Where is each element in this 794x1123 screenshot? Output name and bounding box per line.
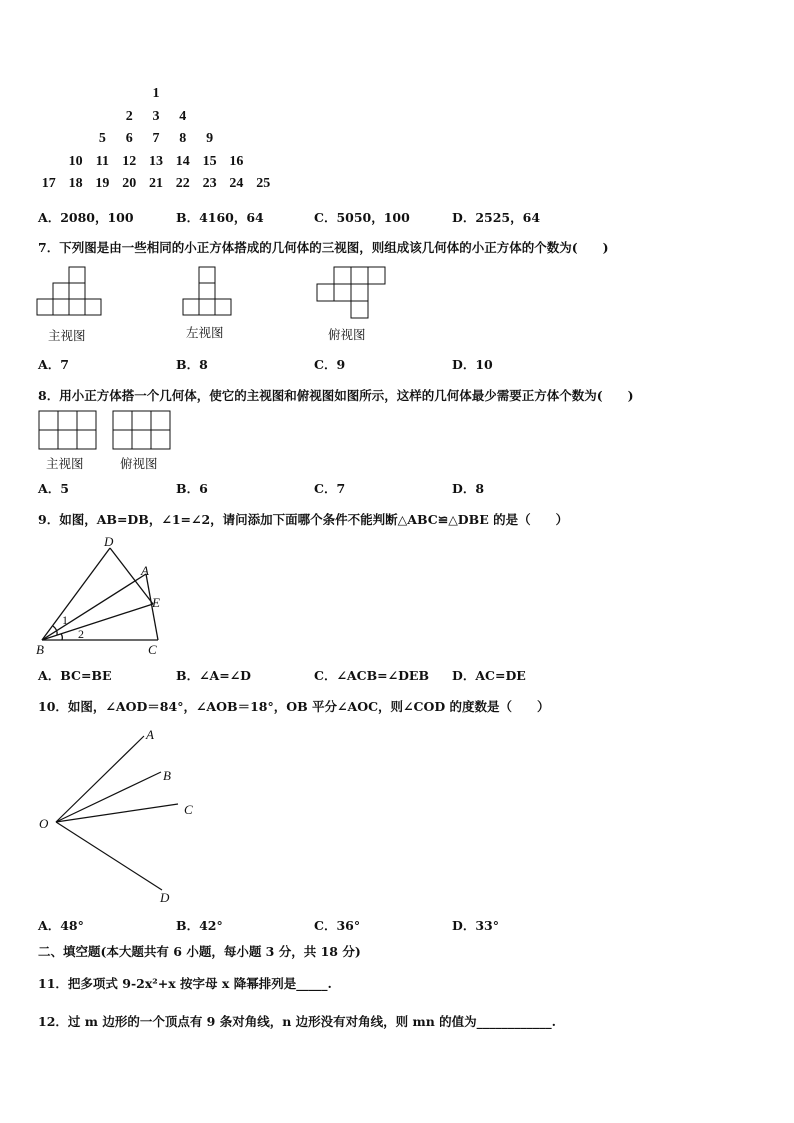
triangle-number: 12	[122, 153, 137, 169]
triangle-number: 21	[149, 176, 163, 191]
q9-angle-1: 1	[62, 613, 68, 627]
q9-text: 9．如图，AB=DB，∠1=∠2，请问添加下面哪个条件不能判断△ABC≌△DBE 的是（ ）	[38, 512, 569, 527]
q10-label-a: A	[146, 727, 154, 742]
q7-option-d[interactable]: D．10	[452, 357, 493, 372]
q7-option-c[interactable]: C．9	[314, 357, 346, 372]
q12-text: 12．过 m 边形的一个顶点有 9 条对角线，n 边形没有对角线，则 mn 的值为____________.	[38, 1014, 557, 1029]
q10-option-a[interactable]: A．48°	[38, 918, 84, 933]
q9-label-b: B	[36, 642, 44, 657]
q8-caption-front: 主视图	[46, 456, 84, 471]
triangle-number: 22	[175, 176, 190, 191]
q9-label-d: D	[104, 534, 114, 549]
q6-option-c[interactable]: C．5050，100	[314, 210, 410, 225]
q9-label-a: A	[141, 563, 149, 578]
q7-caption-left: 左视图	[186, 325, 224, 340]
triangle-number: 14	[175, 153, 190, 169]
q8-option-d[interactable]: D．8	[452, 481, 485, 496]
triangle-number: 9	[206, 131, 214, 146]
q9-label-c: C	[148, 642, 157, 657]
q7-caption-top: 俯视图	[328, 327, 366, 342]
triangle-number: 1	[152, 86, 160, 101]
q10-label-d: D	[160, 890, 170, 905]
q10-option-c[interactable]: C．36°	[314, 918, 361, 933]
triangle-number: 10	[68, 153, 83, 169]
q10-label-o: O	[39, 816, 49, 831]
triangle-number: 24	[229, 176, 244, 191]
triangle-number: 2	[125, 108, 133, 124]
triangle-number: 18	[68, 176, 83, 191]
q11-text: 11．把多项式 9-2x²+x 按字母 x 降幂排列是_____.	[38, 976, 332, 991]
q10-text: 10．如图，∠AOD＝84°，∠AOB＝18°，OB 平分∠AOC，则∠COD 的度数是（ ）	[38, 699, 550, 714]
q7-caption-front: 主视图	[48, 328, 86, 343]
triangle-number: 19	[95, 176, 110, 191]
q9-triangle-figure	[30, 534, 180, 658]
q6-option-d[interactable]: D．2525，64	[452, 210, 541, 225]
q7-option-b[interactable]: B．8	[176, 357, 208, 372]
triangle-number: 15	[202, 153, 217, 169]
q8-option-a[interactable]: A．5	[38, 481, 69, 496]
q10-label-c: C	[184, 802, 193, 817]
section-2-title: 二、填空题(本大题共有 6 小题，每小题 3 分，共 18 分)	[38, 944, 361, 959]
triangle-number: 8	[179, 131, 187, 146]
q9-label-e: E	[152, 595, 160, 610]
triangle-number: 13	[149, 153, 163, 169]
q8-front-view	[38, 410, 98, 450]
q7-top-view	[316, 266, 388, 318]
q9-option-d[interactable]: D．AC=DE	[452, 668, 526, 683]
q9-option-a[interactable]: A．BC=BE	[38, 668, 112, 683]
q9-option-b[interactable]: B．∠A=∠D	[176, 668, 252, 683]
q7-option-a[interactable]: A．7	[38, 357, 69, 372]
triangle-number: 5	[98, 131, 106, 146]
q10-option-b[interactable]: B．42°	[176, 918, 223, 933]
q9-option-c[interactable]: C．∠ACB=∠DEB	[314, 668, 430, 683]
q7-left-view	[182, 266, 234, 318]
triangle-number: 7	[152, 131, 160, 146]
q8-option-b[interactable]: B．6	[176, 481, 208, 496]
triangle-number: 4	[179, 108, 187, 124]
triangle-number: 20	[122, 176, 137, 191]
q10-option-d[interactable]: D．33°	[452, 918, 499, 933]
triangle-number: 6	[125, 131, 133, 146]
q8-top-view	[112, 410, 172, 450]
q7-text: 7．下列图是由一些相同的小正方体搭成的几何体的三视图，则组成该几何体的小正方体的个数为( )	[38, 240, 609, 255]
triangle-number: 25	[256, 176, 271, 191]
q8-text: 8．用小正方体搭一个几何体，使它的主视图和俯视图如图所示，这样的几何体最少需要正方体个数为( )	[38, 388, 634, 403]
q6-option-a[interactable]: A．2080，100	[38, 210, 134, 225]
q8-caption-top: 俯视图	[120, 456, 158, 471]
triangle-number: 11	[95, 153, 109, 169]
triangle-number: 17	[41, 176, 56, 191]
triangle-number: 23	[202, 176, 217, 191]
q9-angle-2: 2	[78, 627, 84, 641]
q7-front-view	[36, 266, 106, 318]
triangle-number: 3	[152, 108, 160, 124]
q10-label-b: B	[163, 768, 171, 783]
triangle-number: 16	[229, 153, 244, 169]
q8-option-c[interactable]: C．7	[314, 481, 346, 496]
q10-angle-figure	[34, 724, 204, 908]
q6-option-b[interactable]: B．4160，64	[176, 210, 264, 225]
